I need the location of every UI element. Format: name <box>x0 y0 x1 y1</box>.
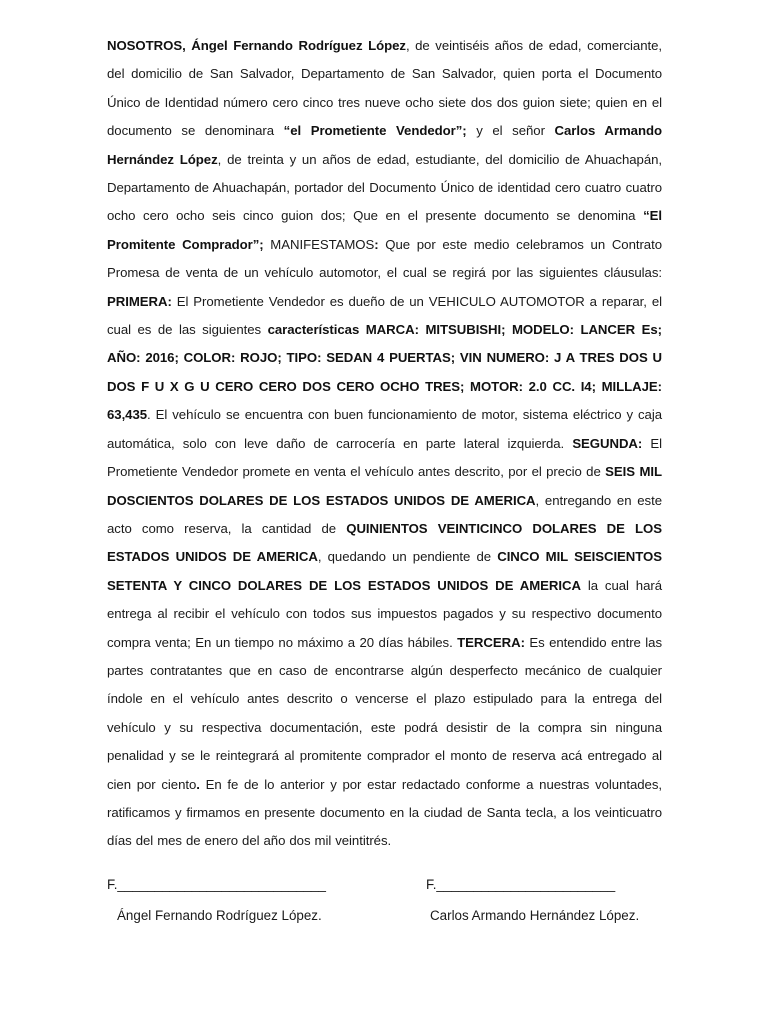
bold-text-run: : <box>374 236 379 252</box>
buyer-signature-line: F.________________________ <box>426 877 616 892</box>
bold-text-run: “El Promitente Comprador”; <box>107 208 662 252</box>
seller-signature-name: Ángel Fernando Rodríguez López. <box>117 908 322 923</box>
seller-signature-line: F.____________________________ <box>107 877 326 892</box>
bold-text-run: NOSOTROS, Ángel Fernando Rodríguez López <box>107 38 406 53</box>
bold-text-run: SEGUNDA: <box>572 435 643 451</box>
bold-text-run: características MARCA: MITSUBISHI; MODELO: LANCER Es; AÑO: 2016; COLOR: ROJO; TIPO: SEDAN 4 PUERTAS; VIN NUMERO: J A TRES DOS U DOS F U X G U CERO CERO DOS CERO OCHO TRES; MOTOR: 2.0 CC. I4; MILLAJE: 63,435 <box>107 322 662 423</box>
bold-text-run: “el Prometiente Vendedor”; <box>283 123 467 139</box>
bold-text-run: CINCO MIL SEISCIENTOS SETENTA Y CINCO DOLARES DE LOS ESTADOS UNIDOS DE AMERICA <box>107 549 662 593</box>
bold-text-run: QUINIENTOS VEINTICINCO DOLARES DE LOS ESTADOS UNIDOS DE AMERICA <box>107 520 662 565</box>
text-run: MANIFESTAMOS <box>263 236 375 252</box>
text-run: El Prometiente Vendedor promete en venta el vehículo antes descrito, por el precio de <box>107 435 663 480</box>
text-run: y el señor <box>466 123 555 139</box>
text-run: , de veintiséis años de edad, comerciante, del domicilio de San Salvador, Departamento de San Salvador, quien porta el Documento Único de Identidad número cero cinco tres nueve ocho siete dos dos guion siete; quien en el documento se denominara <box>107 38 662 139</box>
bold-text-run: TERCERA: <box>457 634 525 650</box>
text-run: , quedando un pendiente de <box>317 549 498 565</box>
bold-text-run: . <box>196 776 200 792</box>
contract-body-paragraph <box>107 32 662 856</box>
text-run: Que por este medio celebramos un Contrato Promesa de venta de un vehículo automotor, el cual se regirá por las siguientes cláusulas: <box>107 236 662 281</box>
text-run: la cual hará entrega al recibir el vehículo con todos sus impuestos pagados y su respectivo documento compra venta; En un tiempo no máximo a 20 días hábiles. <box>107 577 662 650</box>
buyer-signature-name: Carlos Armando Hernández López. <box>430 908 640 923</box>
text-run: , entregando en este acto como reserva, la cantidad de <box>107 492 662 536</box>
text-run: En fe de lo anterior y por estar redactado conforme a nuestras voluntades, ratificamos y firmamos en presente documento en la ciudad de Santa tecla, a los veinticuatro días del mes de enero del año dos mil veintitrés. <box>107 776 662 849</box>
text-run: . El vehículo se encuentra con buen funcionamiento de motor, sistema eléctrico y caja automática, solo con leve daño de carrocería en parte lateral izquierda. <box>107 407 662 451</box>
text-run: El Prometiente Vendedor es dueño de un VEHICULO AUTOMOTOR a reparar, el cual es de las siguientes <box>107 293 662 338</box>
bold-text-run: Carlos Armando Hernández López <box>107 123 662 167</box>
text-run: Es entendido entre las partes contratantes que en caso de encontrarse algún desperfecto mecánico de cualquier índole en el vehículo antes descrito o vencerse el plazo estipulado para la entrega del vehículo y su respectiva documentación, este podrá desistir de la compra sin ninguna penalidad y se le reintegrará al promitente comprador el monto de reserva acá entregado al cien por ciento <box>107 634 662 792</box>
bold-text-run: SEIS MIL DOSCIENTOS DOLARES DE LOS ESTADOS UNIDOS DE AMERICA <box>107 464 662 508</box>
bold-text-run: PRIMERA: <box>107 293 172 309</box>
text-run: , de treinta y un años de edad, estudiante, del domicilio de Ahuachapán, Departamento de Ahuachapán, portador del Documento Único de identidad cero cuatro cuatro ocho cero ocho seis cinco guion dos; Que en el presente documento se denomina <box>107 151 663 224</box>
